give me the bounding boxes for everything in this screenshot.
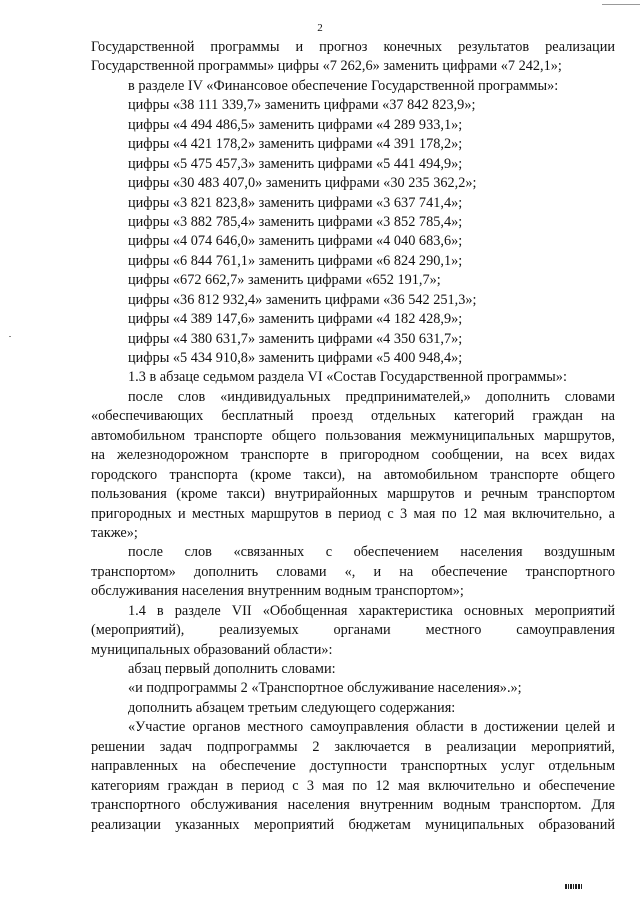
text-line: цифры «6 844 761,1» заменить цифрами «6 824 290,1»;	[128, 252, 463, 269]
text-line: Государственной программы и прогноз конечных результатов реализации	[91, 39, 615, 55]
text-line: автомобильном транспорте общего пользования межмуниципальных маршрутов,	[91, 427, 615, 444]
top-corner-mark	[602, 0, 640, 5]
text-line: цифры «4 380 631,7» заменить цифрами «4 350 631,7»;	[128, 330, 463, 347]
text-line: муниципальных образований области»:	[91, 641, 333, 658]
text-line: цифры «5 434 910,8» заменить цифрами «5 400 948,4»;	[128, 350, 463, 366]
text-line: (мероприятий), реализуемых органами местного самоуправления	[91, 622, 615, 639]
text-line: «и подпрограммы 2 «Транспортное обслуживание населения».»;	[128, 680, 522, 697]
text-line: также»;	[91, 524, 138, 541]
text-line: городского транспорта (кроме такси), на автомобильном транспорте общего	[91, 466, 615, 483]
text-line: цифры «3 882 785,4» заменить цифрами «3 852 785,4»;	[128, 213, 463, 230]
text-line: цифры «38 111 339,7» заменить цифрами «37 842 823,9»;	[128, 97, 476, 114]
text-line: категориям граждан в период с 3 мая по 12 мая включительно и обеспечение	[91, 777, 615, 794]
text-line: цифры «30 483 407,0» заменить цифрами «30 235 362,2»;	[128, 175, 477, 192]
text-line: в разделе IV «Финансовое обеспечение Государственной программы»:	[128, 77, 559, 94]
text-line: обслуживания населения внутренним водным транспортом»;	[91, 583, 464, 600]
text-line: цифры «36 812 932,4» заменить цифрами «36 542 251,3»;	[128, 291, 477, 308]
text-line: цифры «4 074 646,0» заменить цифрами «4 040 683,6»;	[128, 233, 463, 250]
text-line: «обеспечивающих бесплатный проезд отдельных категорий граждан на	[91, 408, 615, 425]
text-line: цифры «3 821 823,8» заменить цифрами «3 637 741,4»;	[128, 194, 463, 211]
document-body	[91, 38, 615, 835]
text-line: цифры «4 389 147,6» заменить цифрами «4 182 428,9»;	[128, 311, 463, 328]
text-line: после слов «связанных с обеспечением населения воздушным	[128, 544, 615, 561]
text-line: решении задач подпрограммы 2 заключается в реализации мероприятий,	[91, 738, 615, 755]
text-line: «Участие органов местного самоуправления области в достижении целей и	[128, 719, 615, 736]
text-line: 1.3 в абзаце седьмом раздела VI «Состав Государственной программы»:	[128, 369, 567, 386]
text-line: транспортного обслуживания населения внутренним водным транспортом. Для	[91, 797, 615, 814]
text-line: после слов «индивидуальных предпринимателей,» дополнить словами	[128, 388, 615, 405]
text-line: абзац первый дополнить словами:	[128, 661, 336, 677]
text-line: цифры «4 494 486,5» заменить цифрами «4 289 933,1»;	[128, 116, 463, 133]
text-line: направленных на обеспечение доступности транспортных услуг отдельным	[91, 758, 615, 775]
text-line: цифры «672 662,7» заменить цифрами «652 191,7»;	[128, 272, 441, 289]
text-line: цифры «4 421 178,2» заменить цифрами «4 391 178,2»;	[128, 136, 463, 153]
page-number: 2	[317, 22, 323, 34]
text-line: на железнодорожном транспорте в пригородном сообщении, на всех видах	[91, 447, 615, 464]
text-line: 1.4 в разделе VII «Обобщенная характеристика основных мероприятий	[128, 602, 615, 619]
text-line: транспортом» дополнить словами «, и на обеспечение транспортного	[91, 563, 615, 580]
text-line: Государственной программы» цифры «7 262,6» заменить цифрами «7 242,1»;	[91, 58, 562, 75]
scan-mark	[565, 884, 582, 889]
margin-dot	[9, 336, 11, 337]
text-line: пригородных и местных маршрутов в период с 3 мая по 12 мая включительно, а	[91, 505, 615, 522]
text-line: дополнить абзацем третьим следующего содержания:	[128, 699, 456, 716]
text-line: цифры «5 475 457,3» заменить цифрами «5 441 494,9»;	[128, 155, 463, 172]
text-line: пользования (кроме такси) внутрирайонных маршрутов и речным транспортом	[91, 486, 615, 503]
text-line: реализации указанных мероприятий бюджетам муниципальных образований	[91, 816, 615, 833]
